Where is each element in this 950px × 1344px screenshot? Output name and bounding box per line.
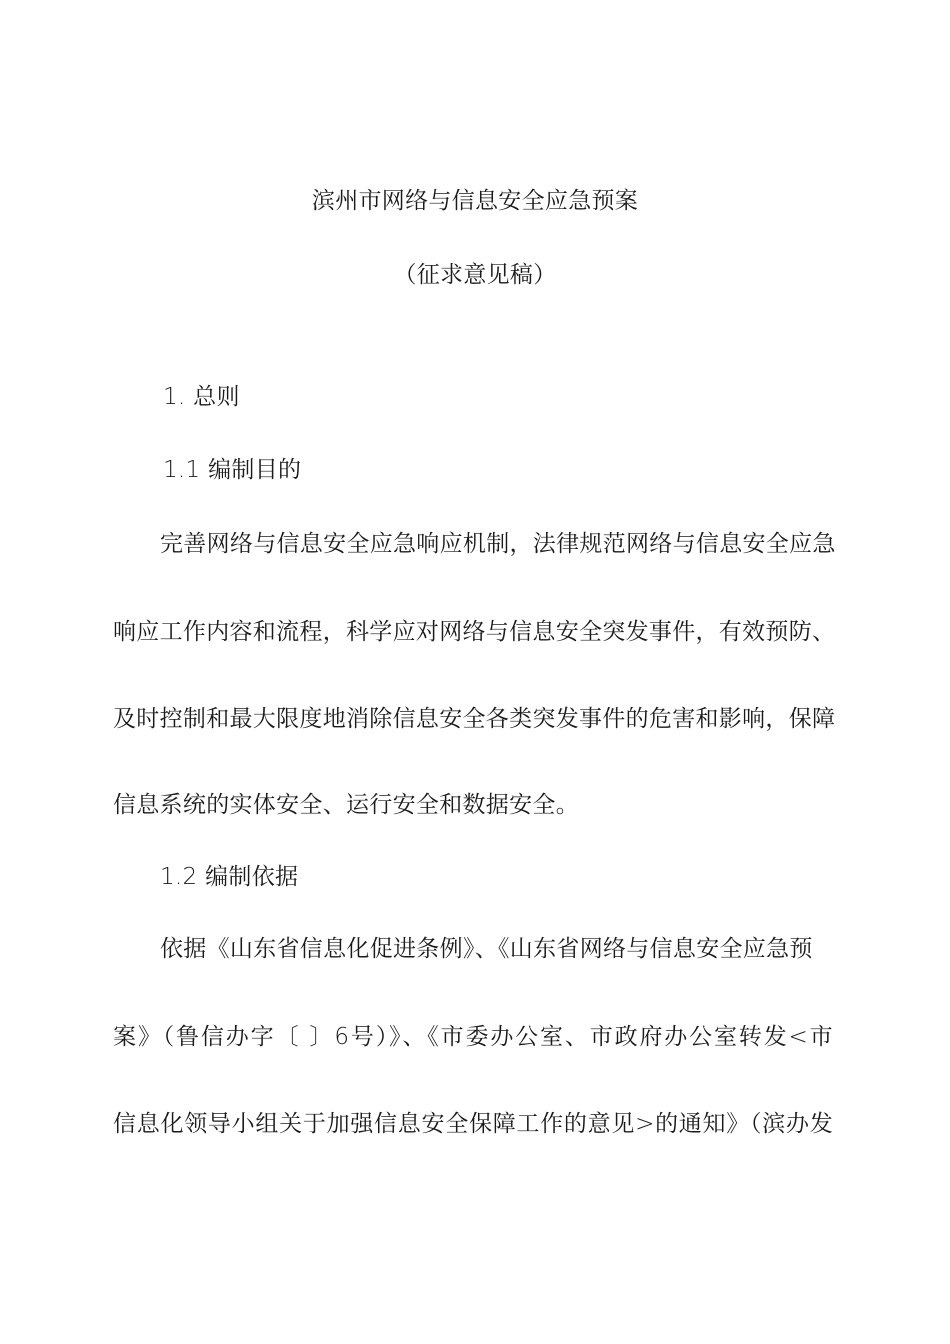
paragraph-purpose-line-3: 及时控制和最大限度地消除信息安全各类突发事件的危害和影响，保障 — [113, 706, 836, 732]
paragraph-purpose-line-2: 响应工作内容和流程，科学应对网络与信息安全突发事件，有效预防、 — [113, 619, 836, 645]
paragraph-basis-line-1: 依据《山东省信息化促进条例》、《山东省网络与信息安全应急预 — [160, 936, 813, 962]
section-heading-basis: 1.2 编制依据 — [160, 864, 299, 890]
document-subtitle: （征求意见稿） — [393, 262, 557, 288]
paragraph-purpose-line-4: 信息系统的实体安全、运行安全和数据安全。 — [113, 792, 579, 818]
section-heading-general: 1. 总则 — [163, 384, 240, 410]
paragraph-basis-line-2: 案》（鲁信办字〔 〕6号）》、《市委办公室、市政府办公室转发<市 — [113, 1024, 833, 1050]
section-heading-purpose: 1.1 编制目的 — [163, 457, 302, 483]
document-title: 滨州市网络与信息安全应急预案 — [311, 188, 639, 214]
paragraph-purpose-line-1: 完善网络与信息安全应急响应机制，法律规范网络与信息安全应急 — [160, 531, 836, 557]
paragraph-basis-line-3: 信息化领导小组关于加强信息安全保障工作的意见>的通知》（滨办发 — [113, 1111, 833, 1137]
